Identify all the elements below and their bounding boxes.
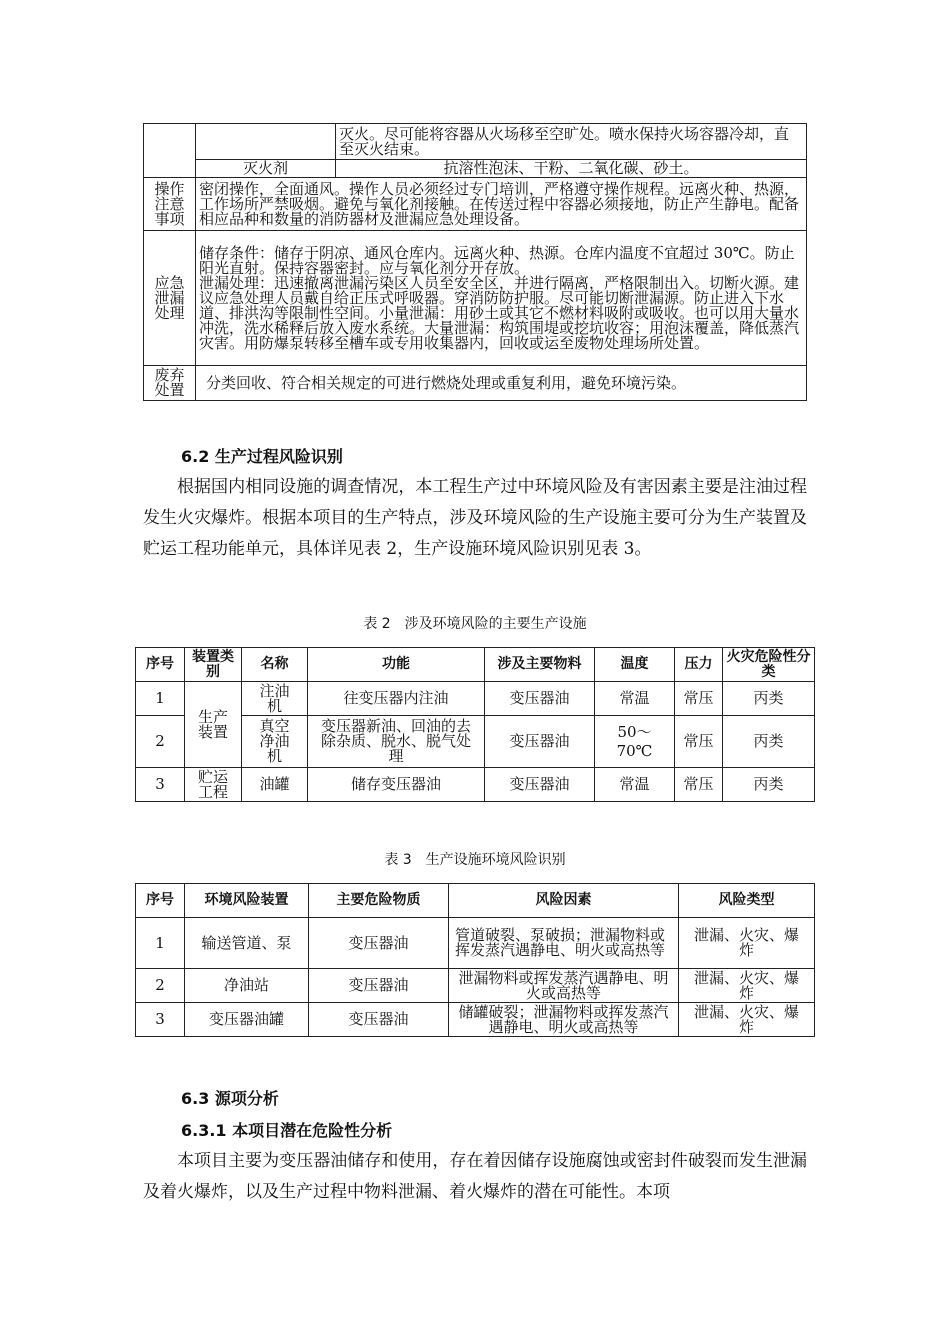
t3-r3-device: 变压器油罐 [185,1003,309,1037]
t2-r2-pressure: 常压 [675,716,723,768]
emergency-leak-label: 应急泄漏处理 [144,231,196,366]
table-row [136,918,815,969]
t2-r2-fire: 丙类 [723,716,815,768]
t3-r3-type: 泄漏、火灾、爆炸 [679,1003,815,1037]
table-row [136,1003,815,1037]
t3-r3-no: 3 [136,1003,185,1037]
t2-r2-material: 变压器油 [485,716,595,768]
storage-conditions: 储存条件：储存于阴凉、通风仓库内。远离火种、热源。仓库内温度不宜超过 30℃。防止阳光直射。保持容器密封。应与氧化剂分开存放。 [199,243,795,277]
t2-r1-fire: 丙类 [723,682,815,716]
t2-group-storage: 贮运工程 [185,768,242,802]
t3-header-substance: 主要危险物质 [309,884,449,918]
section-6-2-paragraph: 根据国内相同设施的调查情况，本工程生产过中环境风险及有害因素主要是注油过程发生火灾爆炸。根据本项目的生产特点，涉及环境风险的生产设施主要可分为生产装置及贮运工程功能单元，具体详见表 2，生产设施环境风险识别见表 3。 [143,477,807,559]
t3-r2-device: 净油站 [185,969,309,1003]
extinguisher-label: 灭火剂 [196,160,336,178]
emergency-leak-content [196,231,807,366]
t2-r2-temp: 50～70℃ [595,716,675,768]
table-row [136,768,815,802]
t2-r2-function: 变压器新油、回油的去除杂质、脱水、脱气处理 [308,716,485,768]
t2-r3-temp: 常温 [595,768,675,802]
hazard-info-table [143,123,807,401]
t2-header-category: 装置类别 [185,648,242,682]
t2-group-production: 生产装置 [185,682,242,768]
t2-r1-function: 往变压器内注油 [308,682,485,716]
t2-r1-no: 1 [136,682,185,716]
section-6-3-1-heading: 6.3.1 本项目潜在危险性分析 [181,1121,393,1140]
t3-r1-no: 1 [136,918,185,969]
t3-r1-type: 泄漏、火灾、爆炸 [679,918,815,969]
t2-r3-fire: 丙类 [723,768,815,802]
t2-r3-pressure: 常压 [675,768,723,802]
t2-header-material: 涉及主要物料 [485,648,595,682]
t3-r1-factor: 管道破裂、泵破损；泄漏物料或挥发蒸汽遇静电、明火或高热等 [449,918,679,969]
t2-header-temperature: 温度 [595,648,675,682]
section-6-3-1-paragraph: 本项目主要为变压器油储存和使用，存在着因储存设施腐蚀或密封件破裂而发生泄漏及着火爆炸，以及生产过程中物料泄漏、着火爆炸的潜在可能性。本项 [143,1151,807,1202]
waste-disposal-content: 分类回收、符合相关规定的可进行燃烧处理或重复利用，避免环境污染。 [196,366,807,401]
t2-r1-name: 注油机 [242,682,308,716]
table-row [136,969,815,1003]
t3-r2-factor: 泄漏物料或挥发蒸汽遇静电、明火或高热等 [449,969,679,1003]
table-row [136,682,815,716]
t2-header-function: 功能 [308,648,485,682]
t3-r1-device: 输送管道、泵 [185,918,309,969]
table1-blank-sub [196,124,336,160]
waste-disposal-label: 废弃处置 [144,366,196,401]
t2-header-fire-class: 火灾危险性分类 [723,648,815,682]
t2-r3-no: 3 [136,768,185,802]
t3-r2-type: 泄漏、火灾、爆炸 [679,969,815,1003]
t2-r1-temp: 常温 [595,682,675,716]
t2-r3-name: 油罐 [242,768,308,802]
t3-header-device: 环境风险装置 [185,884,309,918]
leak-handling: 泄漏处理：迅速撤离泄漏污染区人员至安全区，并进行隔离，严格限制出入。切断火源。建议应急处理人员戴自给正压式呼吸器。穿消防防护服。尽可能切断泄漏源。防止进入下水道、排洪沟等限制性空间。小量泄漏：用砂土或其它不燃材料吸附或吸收。也可以用大量水冲洗，洗水稀释后放入废水系统。大量泄漏：构筑围堤或挖坑收容；用泡沫覆盖，降低蒸汽灾害。用防爆泵转移至槽车或专用收集器内，回收或运至废物处理场所处置。 [199,273,800,352]
t3-r3-substance: 变压器油 [309,1003,449,1037]
t3-r2-substance: 变压器油 [309,969,449,1003]
t2-header-no: 序号 [136,648,185,682]
table3-caption: 表 3 生产设施环境风险识别 [384,852,566,868]
t2-r1-pressure: 常压 [675,682,723,716]
t3-r1-substance: 变压器油 [309,918,449,969]
risk-identification-table [135,883,815,1037]
t2-r2-name: 真空净油机 [242,716,308,768]
t2-header-pressure: 压力 [675,648,723,682]
t3-header-factor: 风险因素 [449,884,679,918]
t2-r2-no: 2 [136,716,185,768]
t2-r3-function: 储存变压器油 [308,768,485,802]
t2-header-name: 名称 [242,648,308,682]
t2-r3-material: 变压器油 [485,768,595,802]
section-6-3-heading: 6.3 源项分析 [181,1089,279,1108]
section-6-2-heading: 6.2 生产过程风险识别 [181,447,343,466]
table2-caption: 表 2 涉及环境风险的主要生产设施 [363,616,587,632]
table1-blank-label [144,124,196,178]
extinguisher-content: 抗溶性泡沫、干粉、二氧化碳、砂土。 [336,160,807,178]
t3-r2-no: 2 [136,969,185,1003]
operation-notes-label: 操作注意事项 [144,178,196,231]
extinguish-method-cell: 灭火。尽可能将容器从火场移至空旷处。喷水保持火场容器冷却，直至灭火结束。 [336,124,807,160]
t2-r1-material: 变压器油 [485,682,595,716]
t3-header-type: 风险类型 [679,884,815,918]
operation-notes-content: 密闭操作，全面通风。操作人员必须经过专门培训，严格遵守操作规程。远离火种、热源，工作场所严禁吸烟。避免与氧化剂接触。在传送过程中容器必须接地，防止产生静电。配备相应品种和数量的消防器材及泄漏应急处理设备。 [196,178,807,231]
t3-r3-factor: 储罐破裂；泄漏物料或挥发蒸汽遇静电、明火或高热等 [449,1003,679,1037]
production-facilities-table [135,647,815,802]
t3-header-no: 序号 [136,884,185,918]
